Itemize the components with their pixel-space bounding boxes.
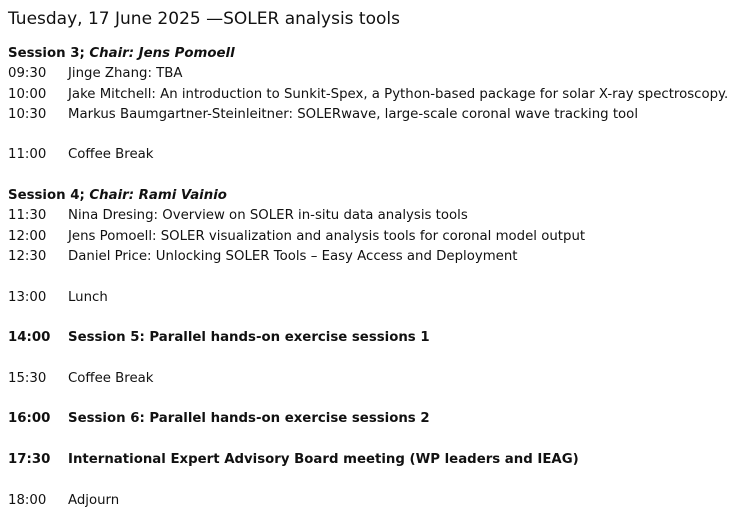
spacer (8, 389, 749, 409)
agenda-time: 10:00 (8, 86, 47, 102)
agenda-time: 10:30 (8, 106, 47, 122)
agenda-row-session-6 (8, 409, 749, 429)
agenda-row (8, 227, 749, 247)
agenda-text: Jens Pomoell: SOLER visualization and analysis tools for coronal model output (68, 228, 586, 244)
agenda-text: Lunch (68, 289, 108, 305)
agenda-row (8, 64, 749, 84)
agenda-time: 12:00 (8, 228, 47, 244)
agenda-row (8, 105, 749, 125)
agenda-time: 11:00 (8, 147, 47, 163)
agenda-row-advisory-board (8, 450, 749, 470)
agenda-time: 11:30 (8, 208, 47, 224)
session-3-label: Session 3; (8, 46, 90, 61)
agenda-text: Nina Dresing: Overview on SOLER in-situ data analysis tools (68, 208, 468, 224)
spacer (8, 470, 749, 490)
agenda-row (8, 206, 749, 226)
spacer (8, 267, 749, 287)
agenda-row (8, 85, 749, 105)
agenda-row-adjourn (8, 491, 749, 511)
agenda-time: 09:30 (8, 66, 47, 82)
spacer (8, 348, 749, 368)
agenda-row-coffee-break-1 (8, 145, 749, 165)
spacer (8, 125, 749, 145)
agenda-text: Coffee Break (68, 147, 154, 163)
agenda-row-lunch (8, 288, 749, 308)
agenda-row-session-5 (8, 328, 749, 348)
agenda-time: 15:30 (8, 370, 47, 386)
session-4-heading (8, 186, 749, 206)
session-4-label: Session 4; (8, 188, 90, 204)
agenda-time: 14:00 (8, 330, 51, 346)
agenda-row (8, 247, 749, 267)
spacer (8, 166, 749, 186)
agenda-time: 17:30 (8, 451, 51, 467)
session-3-chair: Chair: Jens Pomoell (89, 46, 235, 61)
agenda-text: Session 5: Parallel hands-on exercise sessions 1 (68, 330, 430, 346)
spacer (8, 308, 749, 328)
agenda-text: Daniel Price: Unlocking SOLER Tools – Easy Access and Deployment (68, 248, 518, 264)
page-title: Tuesday, 17 June 2025 —SOLER analysis tools (8, 9, 400, 29)
spacer (8, 430, 749, 450)
session-3-heading (8, 44, 749, 64)
agenda-text: International Expert Advisory Board meeting (WP leaders and IEAG) (68, 451, 579, 467)
agenda-text: Session 6: Parallel hands-on exercise sessions 2 (68, 411, 430, 427)
agenda-row-coffee-break-2 (8, 369, 749, 389)
agenda-text: Adjourn (68, 492, 120, 508)
agenda-time: 18:00 (8, 492, 47, 508)
agenda-text: Markus Baumgartner-Steinleitner: SOLERwave, large-scale coronal wave tracking tool (68, 106, 639, 122)
session-4-chair: Chair: Rami Vainio (89, 188, 227, 204)
agenda-time: 12:30 (8, 248, 47, 264)
agenda-text: Jinge Zhang: TBA (68, 66, 183, 82)
agenda-text: Coffee Break (68, 370, 154, 386)
agenda-time: 13:00 (8, 289, 47, 305)
agenda-time: 16:00 (8, 411, 51, 427)
agenda-page (8, 8, 749, 511)
agenda-text: Jake Mitchell: An introduction to Sunkit-Spex, a Python-based package for solar X-ray spectroscopy. (68, 86, 729, 102)
